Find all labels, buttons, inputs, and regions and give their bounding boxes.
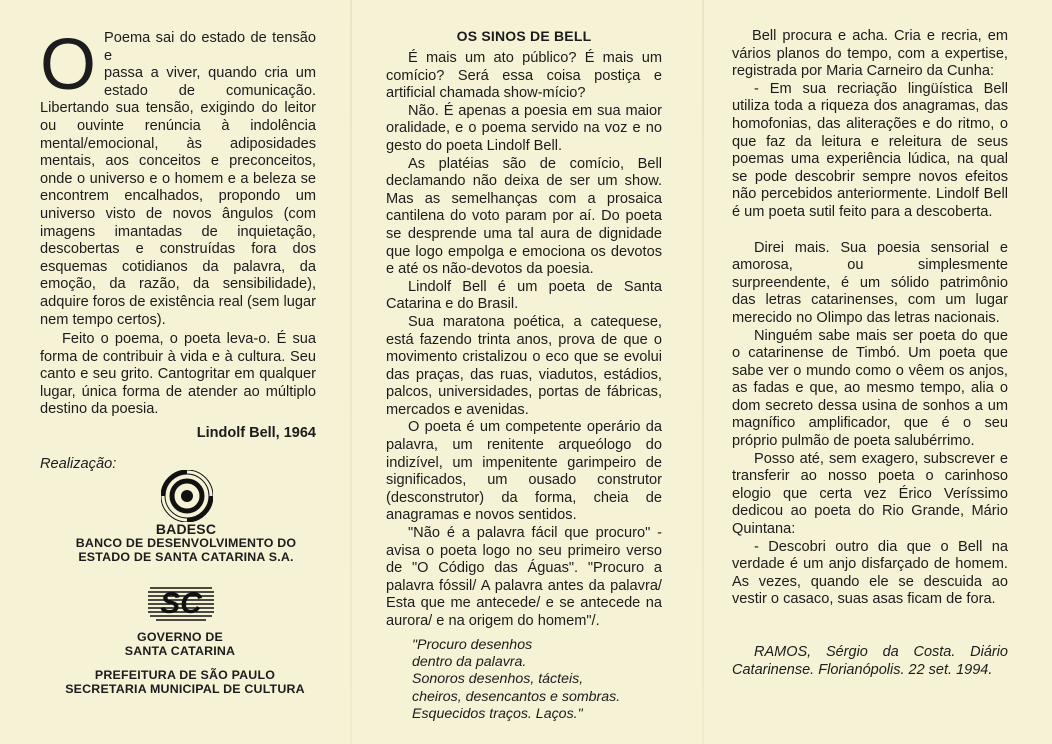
paragraph-2: - Em sua recriação lingüística Bell utiliza toda a riqueza dos anagramas, das homofonias, das aliterações e do ritmo, o que faz da leitura e releitura de seus poemas uma experiência lúdica, na qual se pode descobrir sempre novos efeitos não percebidos anteriormente. Lindolf Bell é um poeta sutil feito para a descoberta. bbox=[732, 80, 1008, 220]
poem-line: dentro da palavra. bbox=[412, 654, 527, 670]
article-title: OS SINOS DE BELL bbox=[456, 28, 592, 44]
paragraph-5: Posso até, sem exagero, subscrever e transferir ao nosso poeta o carinhoso elogio que certa vez Érico Veríssimo dedicou ao poeta do Rio Grande, Mário Quintana: bbox=[732, 450, 1008, 538]
column-left bbox=[40, 25, 316, 442]
poem-line: "Procuro desenhos bbox=[412, 636, 533, 653]
paragraph-4: Ninguém sabe mais ser poeta do que o catarinense de Timbó. Um poeta que sabe ver o mundo como o vêem os anjos, as fadas e que, ao mesmo tempo, alia o dom secreto dessa usina de sonhos a um magnífico amplificador, que é o seu próprio pulmão de poeta salubérrimo. bbox=[732, 327, 1008, 450]
poem-excerpt bbox=[412, 637, 662, 724]
poem-line: Sonoros desenhos, tácteis, bbox=[412, 671, 584, 688]
prefeitura-line-1: PREFEITURA DE SÃO PAULO bbox=[94, 668, 276, 682]
paragraph-7: "Não é a palavra fácil que procuro" - avisa o poeta logo no seu primeiro verso de "O Código das Águas". "Procuro a palavra fóssil/ A palavra antes da palavra/ Esta que me antecede/ e se antecede na aurora/ e na origem do homem"/. bbox=[386, 525, 662, 629]
poem-line: Esquecidos traços. Laços." bbox=[412, 706, 583, 723]
paragraph-feito: Feito o poema, o poeta leva-o. É sua forma de contribuir à vida e à cultura. Seu canto e seu grito. Cantogritar em qualquer lugar, única forma de atender ao múltiplo destino da poesia. bbox=[40, 331, 316, 418]
badesc-logo-icon bbox=[161, 470, 213, 522]
paragraph-5: Sua maratona poética, a catequese, está fazendo trinta anos, prova de que o movimento cristalizou o eco que se evolui das praças, das ruas, viadutos, estádios, palcos, universidades, portas de fábricas, mercados e avenidas. bbox=[386, 313, 662, 418]
fold-line-left bbox=[350, 0, 352, 744]
paragraph-1: É mais um ato público? É mais um comício? Será essa coisa postiça e artificial chamada show-mício? bbox=[386, 50, 662, 102]
fold-line-right bbox=[702, 0, 704, 744]
intro-paragraph-rest: Libertando sua tensão, exigindo do leitor ou ouvinte renúncia à indolência mental/emocional, às adiposidades mentais, aos conceitos e preconceitos, onde o universo e o homem e a beleza se encontrem encalhados, propondo um universo visto de novos ângulos (com imagens imantadas de inquietação, descobertas e construídas fora dos esquemas cotidianos da palavra, da emoção, da razão, da sensibilidade), adquire foros de existência real (sem lugar nem tempo certos). bbox=[40, 100, 316, 328]
signature: Lindolf Bell, 1964 bbox=[196, 425, 316, 442]
governo-line-2: SANTA CATARINA bbox=[124, 644, 236, 658]
lead-line-1: Poema sai do estado de tensão e bbox=[104, 30, 316, 64]
paragraph-2: Não. É apenas a poesia em sua maior oralidade, e o poema servido na voz e no gesto do poeta Lindolf Bell. bbox=[386, 102, 662, 154]
badesc-name: BADESC bbox=[155, 521, 217, 537]
column-right bbox=[732, 28, 1008, 679]
drop-cap: O bbox=[40, 25, 97, 105]
paragraph-4: Lindolf Bell é um poeta de Santa Catarina e do Brasil. bbox=[386, 278, 662, 313]
paragraph-3: As platéias são de comício, Bell declamando não deixa de ser um show. Mas as semelhanças com a prosaica cantilena do voto param por aí. Do poeta se desprende uma tal aura de dignidade que logo empolga e emociona os devotos e até os não-devotos da poesia. bbox=[386, 155, 662, 278]
poem-line: cheiros, desencantos e sombras. bbox=[412, 688, 621, 705]
governo-sc-logo-icon bbox=[146, 580, 216, 626]
svg-text:SC: SC bbox=[160, 587, 202, 620]
badesc-line-1: BANCO DE DESENVOLVIMENTO DO bbox=[75, 536, 297, 550]
badesc-block bbox=[60, 522, 312, 564]
governo-line-1: GOVERNO DE bbox=[137, 630, 223, 644]
lead-line-2: passa a viver, quando cria um bbox=[104, 65, 316, 82]
paragraph-6: - Descobri outro dia que o Bell na verdade é um anjo disfarçado de homem. As vezes, quando ele se descuida ao vestir o casaco, suas asas ficam de fora. bbox=[732, 538, 1008, 608]
paragraph-1: Bell procura e acha. Cria e recria, em vários planos do tempo, com a expertise, registrada por Maria Carneiro da Cunha: bbox=[732, 28, 1008, 80]
citation: RAMOS, Sérgio da Costa. Diário Catarinense. Florianópolis. 22 set. 1994. bbox=[732, 644, 1008, 678]
column-middle bbox=[386, 28, 662, 724]
lead-line-3: estado de comunicação. bbox=[104, 82, 316, 99]
paragraph-6: O poeta é um competente operário da palavra, um renitente arqueólogo do indizível, um impenitente garimpeiro de significados, um ousado construtor (desconstrutor) da forma, cheia de anagramas e novos sentidos. bbox=[386, 419, 662, 524]
badesc-line-2: ESTADO DE SANTA CATARINA S.A. bbox=[78, 550, 294, 564]
paragraph-3: Direi mais. Sua poesia sensorial e amorosa, ou simplesmente surpreendente, é um sólido patrimônio das letras catarinenses, com um lugar merecido no Olimpo das letras nacionais. bbox=[732, 239, 1008, 326]
prefeitura-block bbox=[40, 668, 330, 696]
realizacao-label: Realização: bbox=[40, 456, 117, 472]
intro-paragraph bbox=[40, 25, 316, 329]
governo-block bbox=[120, 630, 240, 658]
prefeitura-line-2: SECRETARIA MUNICIPAL DE CULTURA bbox=[65, 682, 305, 696]
